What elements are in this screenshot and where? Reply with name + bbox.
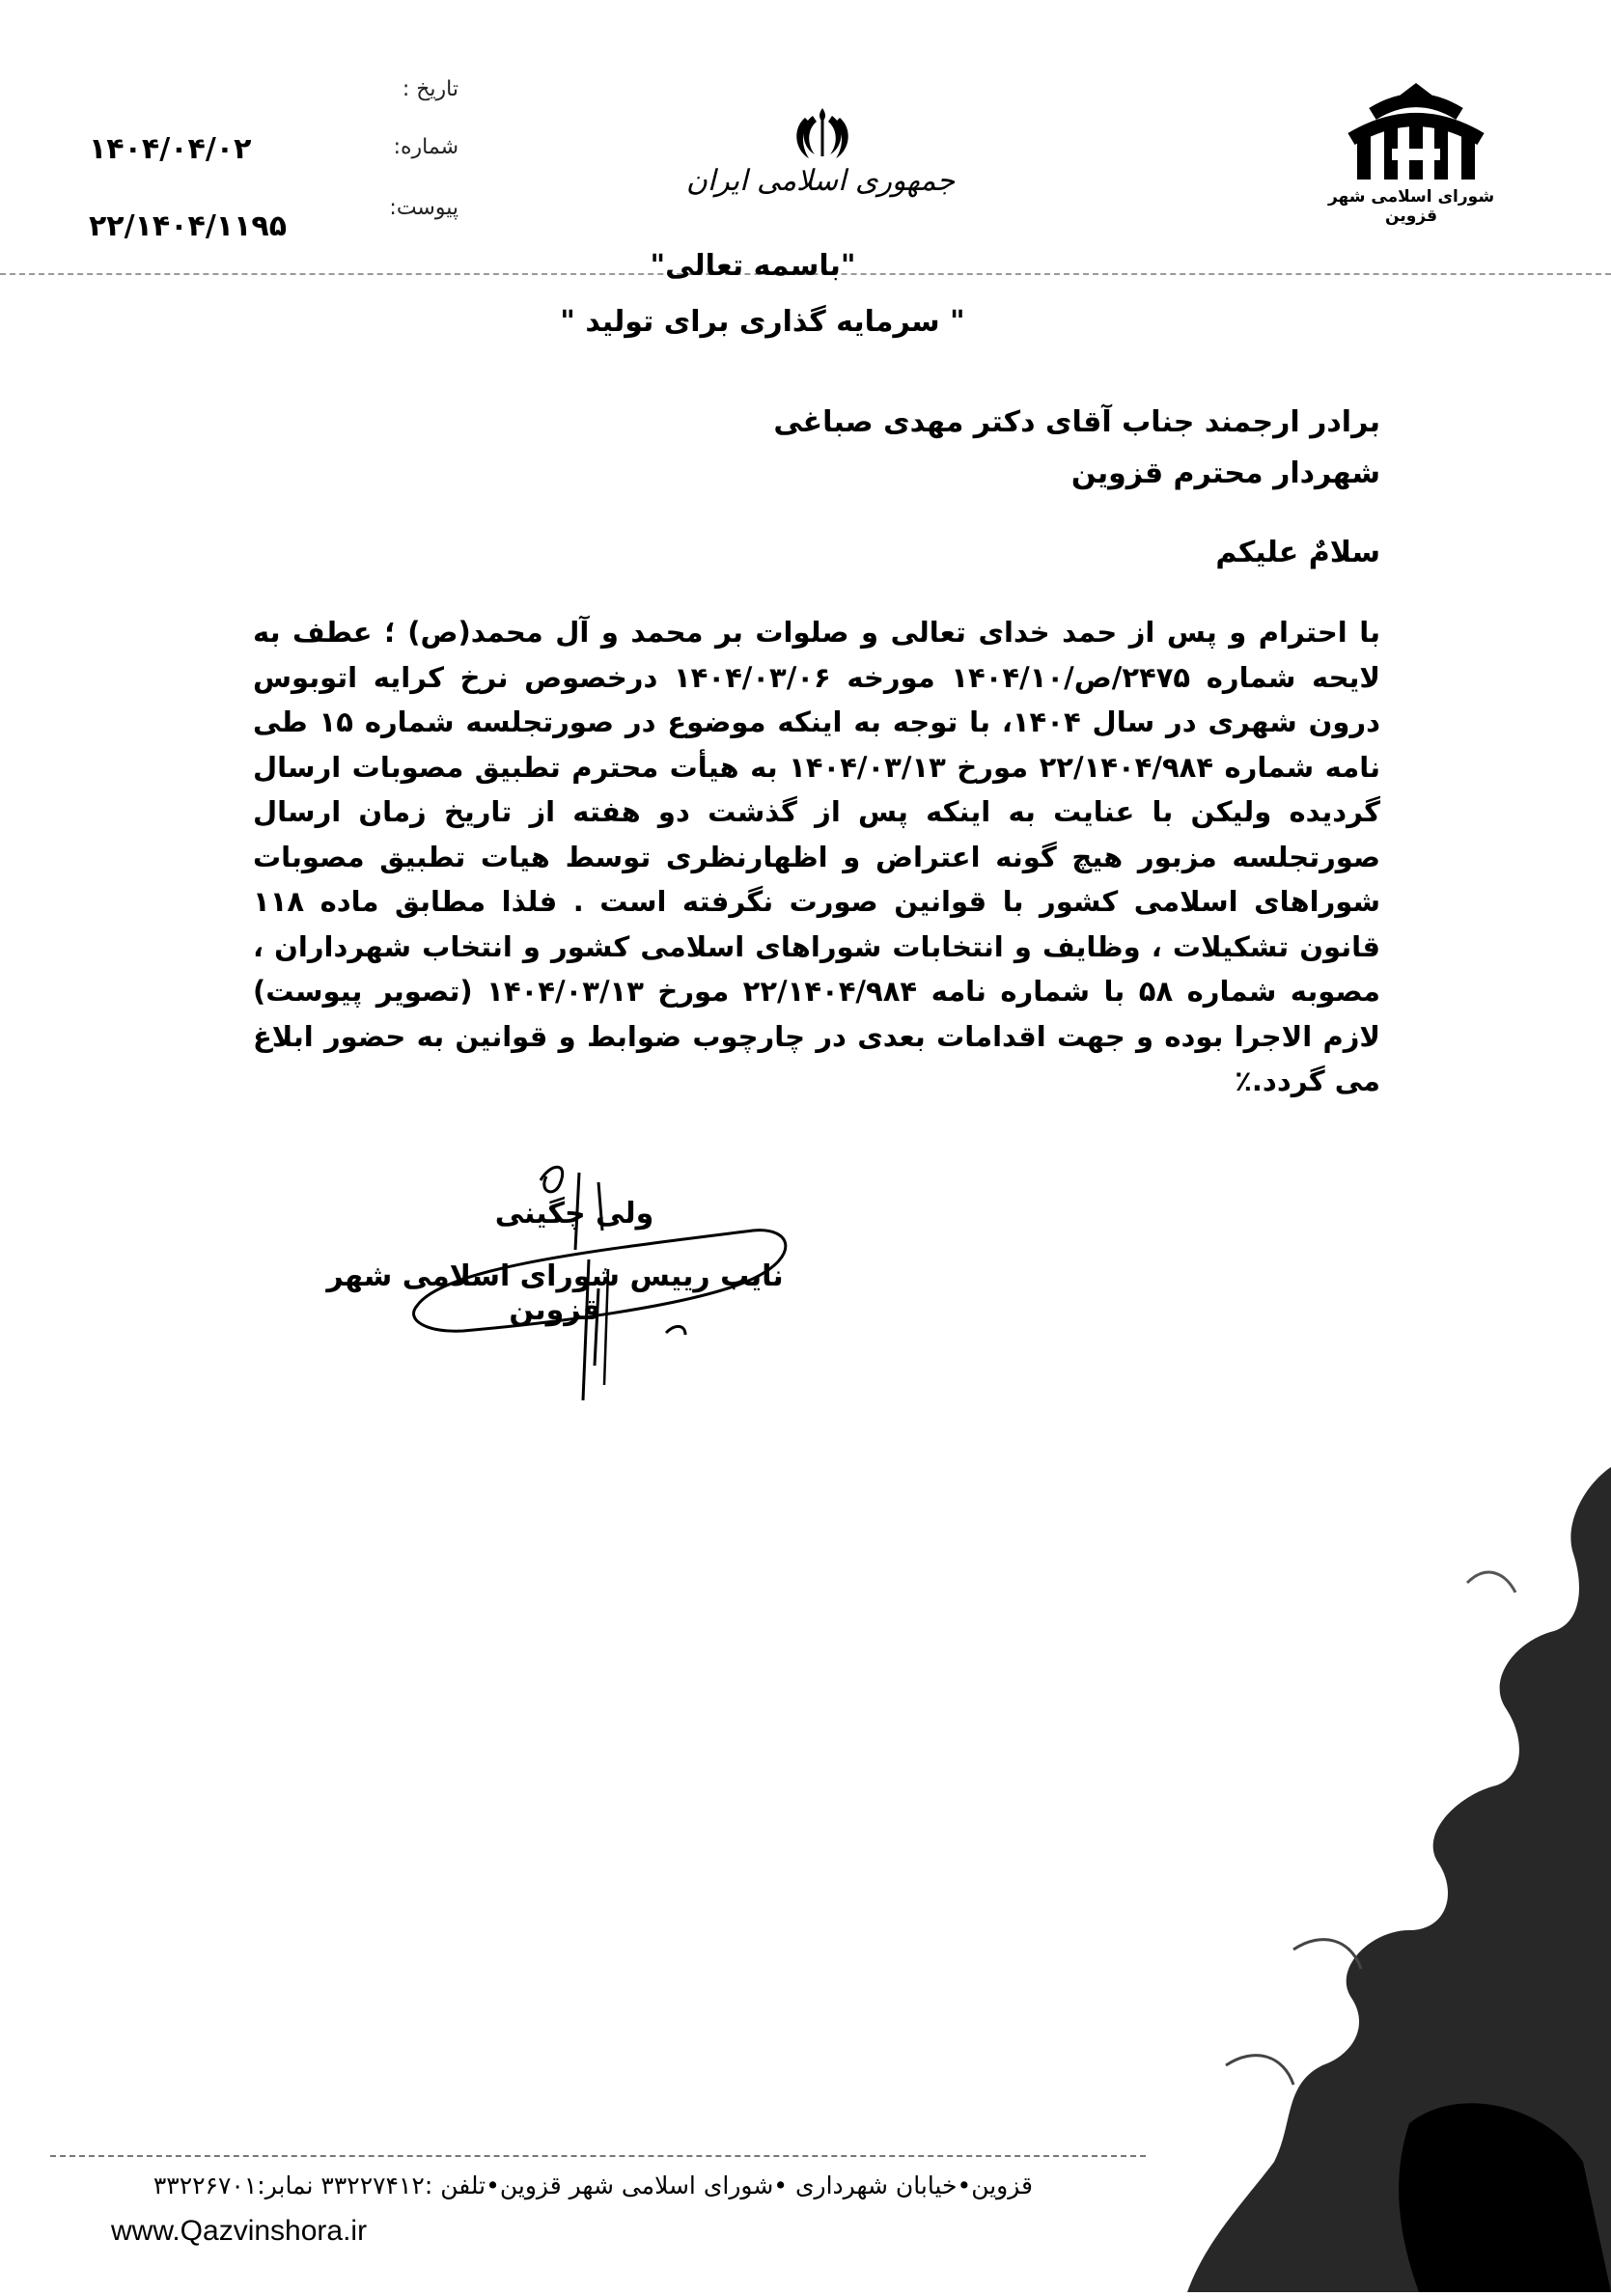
iran-emblem xyxy=(793,104,851,162)
addressee-line-2: شهردار محترم قزوین xyxy=(1070,456,1380,490)
footer-website[interactable]: www.Qazvinshora.ir xyxy=(111,2215,368,2247)
letter-body: با احترام و پس از حمد خدای تعالی و صلوات بر محمد و آل محمد(ص) ؛ عطف به لایحه شماره ۲۴۷۵/ص/۱۴۰۴/۱۰ مورخه ۱۴۰۴/۰۳/۰۶ درخصوص نرخ کرایه اتوبوس درون شهری در سال ۱۴۰۴، با توجه به اینکه موضوع در صورتجلسه شماره ۱۵ طی نامه شماره ۲۲/۱۴۰۴/۹۸۴ مورخ ۱۴۰۴/۰۳/۱۳ به هیأت محترم تطبیق مصوبات ارسال گردیده ولیکن با عنایت به اینکه پس از گذشت دو هفته از تاریخ زمان ارسال صورتجلسه مزبور هیچ گونه اعتراض و اظهارنظری توسط هیات تطبیق مصوبات شوراهای اسلامی کشور با قوانین صورت نگرفته است . فلذا مطابق ماده ۱۱۸ قانون تشکیلات ، وظایف و انتخابات شوراهای اسلامی کشور و انتخاب شهرداران ، مصوبه شماره ۵۸ با شماره نامه ۲۲/۱۴۰۴/۹۸۴ مورخ ۱۴۰۴/۰۳/۱۳ (تصویر پیوست) لازم الاجرا بوده و جهت اقدامات بعدی در چارچوب ضوابط و قوانین به حضور ابلاغ می گردد.٪ xyxy=(253,616,1381,1097)
council-logo-caption: شورای اسلامی شهر قزوین xyxy=(1327,187,1495,226)
greeting: سلامٌ علیکم xyxy=(1215,536,1380,569)
council-logo-icon xyxy=(1334,79,1498,185)
attachment-label: پیوست: xyxy=(389,196,458,220)
slogan: " سرمایه گذاری برای تولید " xyxy=(560,305,965,339)
number-label: شماره: xyxy=(393,135,458,159)
invocation: "باسمه تعالی" xyxy=(650,249,856,283)
signatory-name: ولی چگینی xyxy=(494,1197,654,1231)
signatory-title: نایب رییس شورای اسلامی شهر قزوین xyxy=(326,1259,784,1327)
addressee-line-1: برادر ارجمند جناب آقای دکتر مهدی صباغی xyxy=(773,405,1380,439)
emblem-caption: جمهوری اسلامی ایران xyxy=(685,164,956,198)
council-logo xyxy=(1334,79,1498,185)
date-label: تاریخ : xyxy=(402,77,458,101)
emblem-icon xyxy=(793,104,851,162)
date-value: ۱۴۰۴/۰۴/۰۲ xyxy=(89,132,252,166)
footer-divider xyxy=(50,2155,1146,2157)
letter-number-value: ۲۲/۱۴۰۴/۱۱۹۵ xyxy=(89,209,288,243)
footer-address: قزوین•خیابان شهرداری •شورای اسلامی شهر قزوین•تلفن :۳۳۲۲۷۴۱۲ نمابر:۳۳۲۲۶۷۰۱ xyxy=(153,2172,1033,2199)
